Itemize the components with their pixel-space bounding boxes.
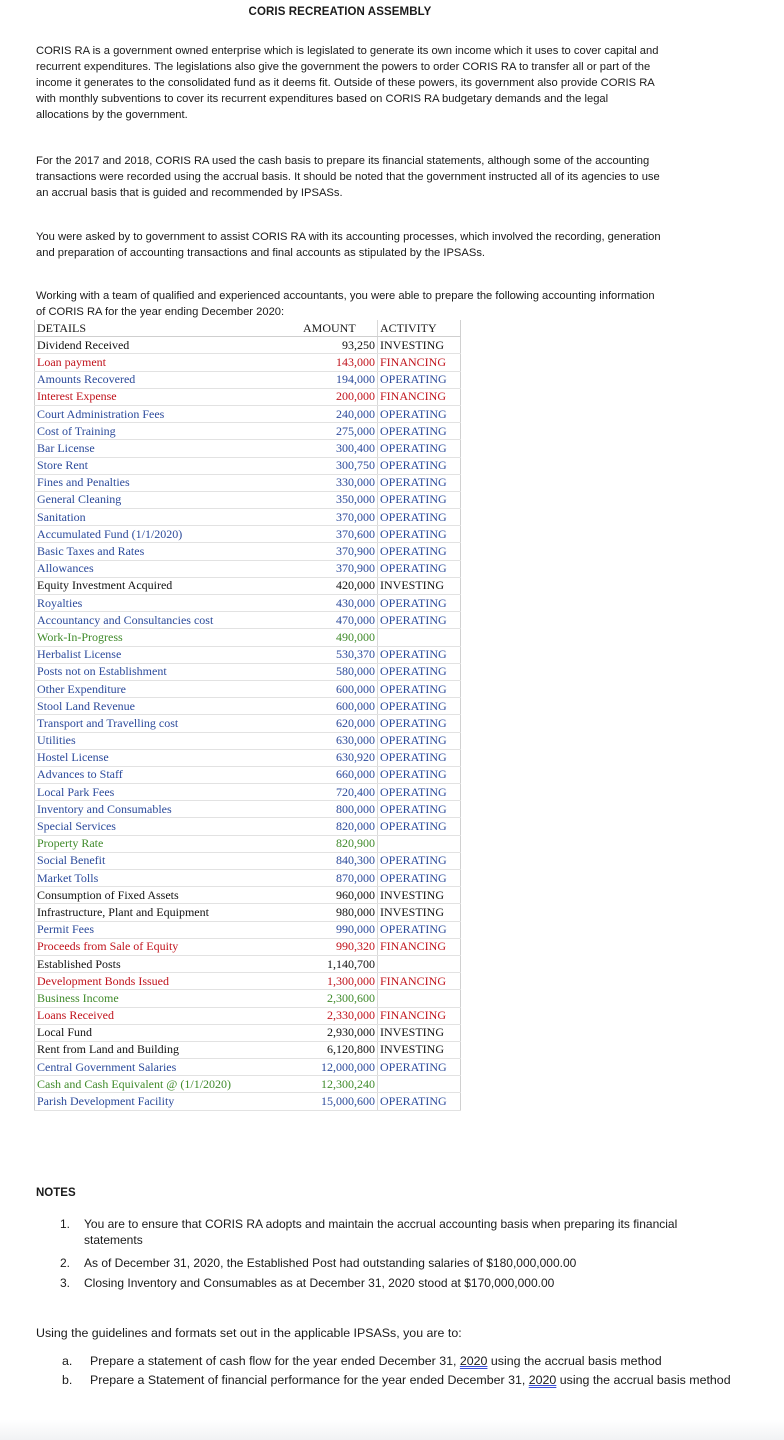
row-amount: 300,400: [301, 440, 378, 457]
row-detail: Parish Development Facility: [35, 1093, 302, 1110]
table-row: [35, 715, 461, 732]
task-text-part: using the accrual basis method: [556, 1373, 731, 1387]
task-text-part: Prepare a Statement of financial performance for the year ended December 31,: [90, 1373, 529, 1387]
row-activity: FINANCING: [378, 1007, 461, 1024]
row-detail: Utilities: [35, 732, 302, 749]
table-row: [35, 543, 461, 560]
row-amount: 800,000: [301, 801, 378, 818]
row-amount: 660,000: [301, 766, 378, 783]
table-row: [35, 818, 461, 835]
table-row: [35, 612, 461, 629]
row-detail: Cost of Training: [35, 423, 302, 440]
row-detail: Market Tolls: [35, 870, 302, 887]
task-text-part: Prepare a statement of cash flow for the year ended December 31,: [90, 1354, 460, 1368]
row-detail: Rent from Land and Building: [35, 1041, 302, 1058]
row-activity: [378, 1076, 461, 1093]
row-amount: 200,000: [301, 388, 378, 405]
row-amount: 980,000: [301, 904, 378, 921]
row-activity: OPERATING: [378, 715, 461, 732]
row-activity: FINANCING: [378, 354, 461, 371]
table-row: [35, 1024, 461, 1041]
table-row: [35, 1076, 461, 1093]
row-activity: INVESTING: [378, 1024, 461, 1041]
row-detail: Hostel License: [35, 749, 302, 766]
document-title: CORIS RECREATION ASSEMBLY: [248, 6, 432, 18]
row-activity: OPERATING: [378, 852, 461, 869]
row-amount: 330,000: [301, 474, 378, 491]
row-amount: 6,120,800: [301, 1041, 378, 1058]
header-activity: ACTIVITY: [378, 320, 461, 337]
row-amount: 2,300,600: [301, 990, 378, 1007]
note-text: Closing Inventory and Consumables as at December 31, 2020 stood at $170,000,000.00: [84, 1276, 555, 1290]
task-text: [90, 1372, 762, 1389]
intro-paragraph-3: You were asked by to government to assist CORIS RA with its accounting processes, which involved the recording, generation and preparation of accounting transactions and final accounts as stipulated by the IPSASs.: [36, 231, 661, 259]
table-row: [35, 990, 461, 1007]
table-row: [35, 1007, 461, 1024]
row-activity: OPERATING: [378, 543, 461, 560]
table-row: [35, 577, 461, 594]
row-activity: OPERATING: [378, 766, 461, 783]
row-amount: 143,000: [301, 354, 378, 371]
row-detail: Loans Received: [35, 1007, 302, 1024]
table-row: [35, 680, 461, 697]
table-row: [35, 973, 461, 990]
row-activity: OPERATING: [378, 474, 461, 491]
accounting-table: [34, 320, 461, 1111]
row-activity: OPERATING: [378, 595, 461, 612]
notes-heading: NOTES: [36, 1187, 76, 1199]
row-detail: Inventory and Consumables: [35, 801, 302, 818]
row-detail: Dividend Received: [35, 337, 302, 354]
row-amount: 600,000: [301, 698, 378, 715]
table-row: [35, 646, 461, 663]
row-amount: 350,000: [301, 491, 378, 508]
row-amount: 370,600: [301, 526, 378, 543]
table-row: [35, 388, 461, 405]
row-amount: 370,900: [301, 560, 378, 577]
row-detail: Development Bonds Issued: [35, 973, 302, 990]
row-activity: OPERATING: [378, 612, 461, 629]
table-row: [35, 509, 461, 526]
row-detail: Amounts Recovered: [35, 371, 302, 388]
row-activity: OPERATING: [378, 560, 461, 577]
row-activity: OPERATING: [378, 732, 461, 749]
row-amount: 12,300,240: [301, 1076, 378, 1093]
row-amount: 720,400: [301, 784, 378, 801]
row-activity: INVESTING: [378, 337, 461, 354]
task-year: 2020: [528, 1373, 557, 1387]
table-row: [35, 491, 461, 508]
row-detail: Business Income: [35, 990, 302, 1007]
row-detail: Loan payment: [35, 354, 302, 371]
row-activity: INVESTING: [378, 887, 461, 904]
row-detail: Social Benefit: [35, 852, 302, 869]
task-letter: a.: [62, 1354, 73, 1368]
row-activity: OPERATING: [378, 784, 461, 801]
row-activity: OPERATING: [378, 698, 461, 715]
row-amount: 2,330,000: [301, 1007, 378, 1024]
row-detail: Store Rent: [35, 457, 302, 474]
header-details: DETAILS: [35, 320, 302, 337]
row-activity: OPERATING: [378, 870, 461, 887]
row-activity: [378, 990, 461, 1007]
row-activity: INVESTING: [378, 904, 461, 921]
table-row: [35, 852, 461, 869]
table-header-row: [35, 320, 461, 337]
row-detail: Accountancy and Consultancies cost: [35, 612, 302, 629]
row-detail: Local Fund: [35, 1024, 302, 1041]
table-row: [35, 698, 461, 715]
row-amount: 12,000,000: [301, 1059, 378, 1076]
row-detail: Transport and Travelling cost: [35, 715, 302, 732]
table-row: [35, 835, 461, 852]
row-amount: 990,000: [301, 921, 378, 938]
row-amount: 275,000: [301, 423, 378, 440]
row-detail: Special Services: [35, 818, 302, 835]
row-amount: 580,000: [301, 663, 378, 680]
row-amount: 1,140,700: [301, 955, 378, 972]
table-row: [35, 560, 461, 577]
header-amount: AMOUNT: [301, 320, 378, 337]
row-detail: Advances to Staff: [35, 766, 302, 783]
row-activity: OPERATING: [378, 405, 461, 422]
task-text-part: using the accrual basis method: [487, 1354, 662, 1368]
row-detail: Cash and Cash Equivalent @ (1/1/2020): [35, 1076, 302, 1093]
row-detail: Interest Expense: [35, 388, 302, 405]
table-row: [35, 921, 461, 938]
row-amount: 194,000: [301, 371, 378, 388]
table-row: [35, 904, 461, 921]
table-row: [35, 474, 461, 491]
row-activity: OPERATING: [378, 749, 461, 766]
table-row: [35, 870, 461, 887]
row-amount: 430,000: [301, 595, 378, 612]
row-amount: 820,900: [301, 835, 378, 852]
row-activity: OPERATING: [378, 423, 461, 440]
row-detail: Other Expenditure: [35, 680, 302, 697]
row-detail: Royalties: [35, 595, 302, 612]
row-detail: Proceeds from Sale of Equity: [35, 938, 302, 955]
table-row: [35, 955, 461, 972]
table-row: [35, 801, 461, 818]
table-row: [35, 1059, 461, 1076]
task-letter: b.: [62, 1373, 73, 1387]
row-activity: OPERATING: [378, 801, 461, 818]
table-row: [35, 405, 461, 422]
table-row: [35, 887, 461, 904]
row-activity: [378, 629, 461, 646]
row-detail: Equity Investment Acquired: [35, 577, 302, 594]
table-row: [35, 457, 461, 474]
row-amount: 630,920: [301, 749, 378, 766]
row-activity: OPERATING: [378, 663, 461, 680]
table-row: [35, 371, 461, 388]
table-row: [35, 595, 461, 612]
row-detail: Local Park Fees: [35, 784, 302, 801]
table-row: [35, 732, 461, 749]
row-detail: Court Administration Fees: [35, 405, 302, 422]
task-year: 2020: [459, 1354, 488, 1368]
table-row: [35, 938, 461, 955]
table-body: [35, 337, 461, 1110]
table-row: [35, 423, 461, 440]
row-activity: OPERATING: [378, 440, 461, 457]
row-activity: OPERATING: [378, 457, 461, 474]
row-detail: Basic Taxes and Rates: [35, 543, 302, 560]
row-detail: Consumption of Fixed Assets: [35, 887, 302, 904]
note-text: You are to ensure that CORIS RA adopts and maintain the accrual accounting basis when preparing its financial statements: [84, 1217, 678, 1247]
row-activity: OPERATING: [378, 646, 461, 663]
note-item: [60, 1255, 680, 1271]
row-activity: OPERATING: [378, 1093, 461, 1110]
row-activity: OPERATING: [378, 680, 461, 697]
row-activity: FINANCING: [378, 938, 461, 955]
note-text: As of December 31, 2020, the Established Post had outstanding salaries of $180,000,000.00: [84, 1256, 577, 1270]
row-activity: FINANCING: [378, 388, 461, 405]
row-activity: OPERATING: [378, 509, 461, 526]
row-activity: [378, 835, 461, 852]
task-item: [62, 1372, 762, 1389]
row-detail: Accumulated Fund (1/1/2020): [35, 526, 302, 543]
row-amount: 870,000: [301, 870, 378, 887]
row-detail: Property Rate: [35, 835, 302, 852]
row-detail: Work-In-Progress: [35, 629, 302, 646]
table-row: [35, 337, 461, 354]
row-activity: INVESTING: [378, 577, 461, 594]
row-amount: 370,000: [301, 509, 378, 526]
intro-paragraph-2: For the 2017 and 2018, CORIS RA used the cash basis to prepare its financial statements, although some of the accounting transactions were recorded using the accrual basis. It should be noted that the government instructed all of its agencies to use an accrual basis that is guided and recommended by IPSASs.: [36, 155, 660, 199]
row-activity: INVESTING: [378, 1041, 461, 1058]
row-activity: OPERATING: [378, 1059, 461, 1076]
row-amount: 300,750: [301, 457, 378, 474]
row-detail: Allowances: [35, 560, 302, 577]
row-detail: Permit Fees: [35, 921, 302, 938]
table-row: [35, 1093, 461, 1110]
table-row: [35, 1041, 461, 1058]
row-amount: 490,000: [301, 629, 378, 646]
instructions-intro: Using the guidelines and formats set out in the applicable IPSASs, you are to:: [36, 1326, 462, 1340]
row-amount: 93,250: [301, 337, 378, 354]
note-item: [60, 1216, 680, 1248]
row-detail: Central Government Salaries: [35, 1059, 302, 1076]
table-row: [35, 440, 461, 457]
row-activity: FINANCING: [378, 973, 461, 990]
intro-paragraph-1: CORIS RA is a government owned enterprise which is legislated to generate its own income which it uses to cover capital and recurrent expenditures. The legislations also give the government the powers to order CORIS RA to transfer all or part of the income it generates to the consolidated fund as it deems fit. Outside of these powers, its government also provide CORIS RA with monthly subventions to cover its recurrent expenditures based on CORIS RA budgetary demands and the legal allocations by the government.: [36, 45, 659, 121]
row-amount: 240,000: [301, 405, 378, 422]
task-text: [90, 1353, 762, 1370]
row-detail: Herbalist License: [35, 646, 302, 663]
row-activity: [378, 955, 461, 972]
row-detail: Fines and Penalties: [35, 474, 302, 491]
table-row: [35, 354, 461, 371]
row-amount: 990,320: [301, 938, 378, 955]
row-amount: 630,000: [301, 732, 378, 749]
row-amount: 15,000,600: [301, 1093, 378, 1110]
table-row: [35, 749, 461, 766]
row-detail: Posts not on Establishment: [35, 663, 302, 680]
page-bottom-fade: [0, 1420, 784, 1440]
table-row: [35, 629, 461, 646]
row-amount: 420,000: [301, 577, 378, 594]
row-activity: OPERATING: [378, 921, 461, 938]
row-amount: 840,300: [301, 852, 378, 869]
row-amount: 1,300,000: [301, 973, 378, 990]
row-amount: 370,900: [301, 543, 378, 560]
table-row: [35, 766, 461, 783]
row-amount: 960,000: [301, 887, 378, 904]
intro-paragraph-4: Working with a team of qualified and experienced accountants, you were able to prepare the following accounting information of CORIS RA for the year ending December 2020:: [36, 290, 655, 318]
note-number: 2.: [60, 1256, 71, 1270]
row-amount: 600,000: [301, 680, 378, 697]
row-detail: Infrastructure, Plant and Equipment: [35, 904, 302, 921]
row-detail: General Cleaning: [35, 491, 302, 508]
note-number: 1.: [60, 1217, 71, 1231]
row-activity: OPERATING: [378, 491, 461, 508]
row-amount: 530,370: [301, 646, 378, 663]
row-detail: Bar License: [35, 440, 302, 457]
task-item: [62, 1353, 762, 1370]
note-item: [60, 1275, 680, 1291]
row-activity: OPERATING: [378, 818, 461, 835]
row-amount: 2,930,000: [301, 1024, 378, 1041]
row-activity: OPERATING: [378, 371, 461, 388]
row-detail: Stool Land Revenue: [35, 698, 302, 715]
table-row: [35, 526, 461, 543]
row-amount: 820,000: [301, 818, 378, 835]
row-detail: Sanitation: [35, 509, 302, 526]
table-row: [35, 663, 461, 680]
note-number: 3.: [60, 1276, 71, 1290]
row-detail: Established Posts: [35, 955, 302, 972]
row-amount: 470,000: [301, 612, 378, 629]
table-row: [35, 784, 461, 801]
row-activity: OPERATING: [378, 526, 461, 543]
row-amount: 620,000: [301, 715, 378, 732]
